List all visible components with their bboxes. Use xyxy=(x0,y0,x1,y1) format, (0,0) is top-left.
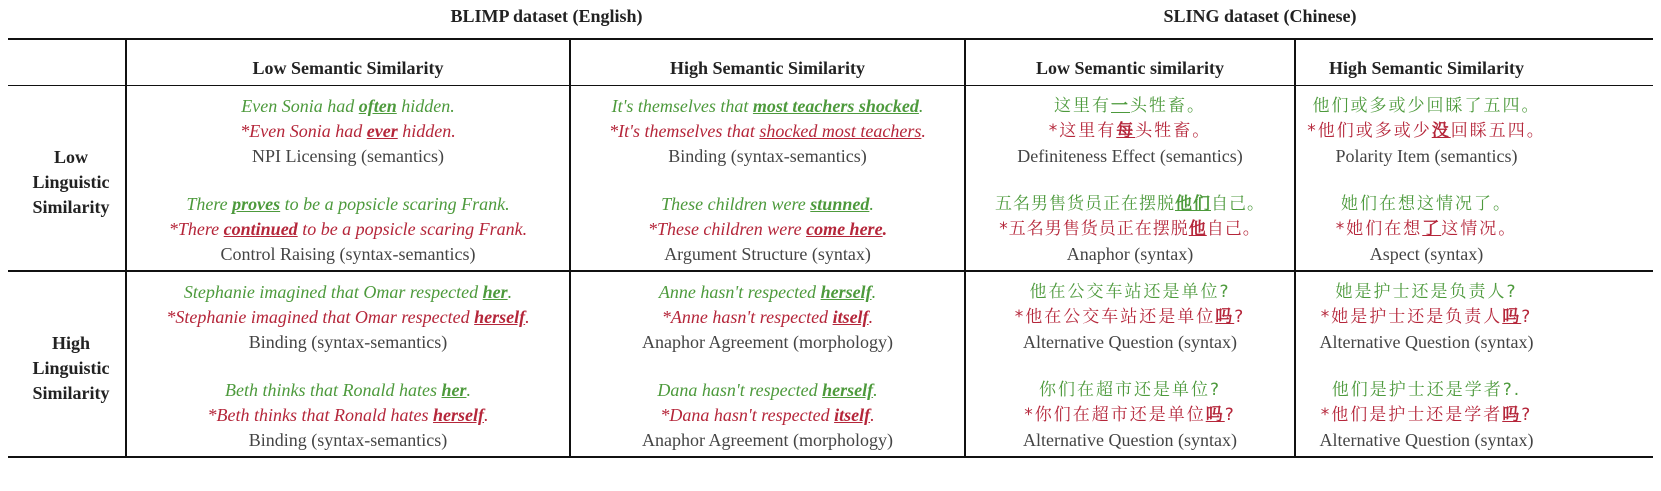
good-sentence xyxy=(966,94,1294,119)
table-cell xyxy=(966,280,1294,453)
phenomenon-label: Aspect (syntax) xyxy=(1369,244,1484,264)
sentence-prefix: Beth thinks that Ronald hates xyxy=(225,380,442,400)
phenomenon-label: Argument Structure (syntax) xyxy=(664,244,871,264)
phenomenon-label: Anaphor (syntax) xyxy=(1066,244,1194,264)
table-cell xyxy=(966,94,1294,267)
key-word: herself xyxy=(820,282,872,302)
phenomenon-label: Control Raising (syntax-semantics) xyxy=(220,244,476,264)
bad-sentence xyxy=(127,403,569,428)
table-cell xyxy=(1296,280,1557,453)
sentence-suffix: . xyxy=(871,282,877,302)
row-label-high-linguistic xyxy=(8,330,134,405)
row-divider-rule xyxy=(8,270,1653,272)
sentence-prefix: *Beth thinks that Ronald hates xyxy=(207,405,433,425)
sentence-suffix: to be a popsicle scaring Frank. xyxy=(297,219,528,239)
good-sentence xyxy=(966,192,1294,217)
sentence-suffix: 这情况。 xyxy=(1441,219,1518,239)
example-pair xyxy=(966,192,1294,267)
sentence-prefix: *Stephanie imagined that Omar respected xyxy=(166,307,475,327)
key-word: 没 xyxy=(1431,121,1451,141)
sentence-suffix: 头牲畜。 xyxy=(1130,96,1206,116)
key-word: 吗 xyxy=(1502,307,1522,327)
phenomenon-label: NPI Licensing (semantics) xyxy=(252,146,444,166)
sentence-prefix: 他在公交车站还是单位? xyxy=(1029,282,1231,302)
table-cell xyxy=(571,94,964,267)
sentence-suffix: . xyxy=(466,380,471,400)
table-cell xyxy=(1296,94,1557,267)
key-word: herself xyxy=(432,405,484,425)
sentence-suffix: 头牲畜。 xyxy=(1135,121,1212,141)
column-header: High Semantic Similarity xyxy=(670,58,865,78)
sentence-suffix: 自己。 xyxy=(1211,194,1265,214)
key-word: 吗 xyxy=(1205,405,1225,425)
example-pair xyxy=(1296,192,1557,267)
good-sentence xyxy=(127,94,569,119)
phenomenon-label: Binding (syntax-semantics) xyxy=(248,430,448,450)
sentence-suffix: hidden. xyxy=(396,96,455,116)
key-word: often xyxy=(358,96,397,116)
sentence-suffix: 自己。 xyxy=(1206,219,1261,239)
good-sentence xyxy=(127,192,569,217)
table-cell xyxy=(127,280,569,453)
key-word: continued xyxy=(223,219,298,239)
key-word: itself xyxy=(832,307,869,327)
sentence-suffix: to be a popsicle scaring Frank. xyxy=(280,194,510,214)
sentence-suffix: . xyxy=(525,307,530,327)
sentence-prefix: 他们或多或少回睬了五四。 xyxy=(1312,96,1541,116)
good-sentence xyxy=(127,280,569,305)
good-sentence xyxy=(1296,94,1557,119)
sentence-prefix: *他们是护士还是学者 xyxy=(1320,405,1503,425)
phenomenon-label: Anaphor Agreement (morphology) xyxy=(642,430,893,450)
column-header: Low Semantic similarity xyxy=(1036,58,1224,78)
sentence-suffix: 回睬五四。 xyxy=(1450,121,1546,141)
bad-sentence xyxy=(571,403,964,428)
sentence-prefix: *These children were xyxy=(647,219,807,239)
sentence-prefix: *Anne hasn't respected xyxy=(661,307,833,327)
phenomenon-label: Alternative Question (syntax) xyxy=(1319,332,1534,352)
blimp-dataset-header: BLIMP dataset (English) xyxy=(450,6,643,26)
bad-sentence xyxy=(127,119,569,144)
example-pair xyxy=(571,94,964,169)
sentence-prefix: *Even Sonia had xyxy=(240,121,367,141)
bad-sentence xyxy=(1296,217,1557,242)
sentence-prefix: 她是护士还是负责人? xyxy=(1335,282,1518,302)
sentence-suffix: . xyxy=(869,194,874,214)
sentence-prefix: *Dana hasn't respected xyxy=(660,405,835,425)
sentence-prefix: *他们或多或少 xyxy=(1307,121,1432,141)
table-cell xyxy=(571,280,964,453)
example-pair xyxy=(1296,378,1557,453)
sentence-prefix: 你们在超市还是单位? xyxy=(1038,380,1222,400)
good-sentence xyxy=(1296,280,1557,305)
bad-sentence xyxy=(966,403,1294,428)
key-word: shocked most teachers xyxy=(759,121,922,141)
row-label-line: Low xyxy=(53,147,88,167)
sentence-suffix: ? xyxy=(1521,405,1533,425)
key-word: 他们 xyxy=(1175,194,1211,214)
good-sentence xyxy=(966,378,1294,403)
table-top-rule xyxy=(8,38,1653,40)
sentence-suffix: ? xyxy=(1234,307,1246,327)
sentence-prefix: 她们在想这情况了。 xyxy=(1341,194,1512,214)
example-pair xyxy=(127,192,569,267)
key-word: 吗 xyxy=(1502,405,1522,425)
sentence-prefix: Stephanie imagined that Omar respected xyxy=(183,282,483,302)
key-word: most teachers shocked xyxy=(752,96,919,116)
good-sentence xyxy=(571,378,964,403)
sentence-suffix: . xyxy=(873,380,878,400)
key-word: stunned xyxy=(810,194,870,214)
bad-sentence xyxy=(966,305,1294,330)
table-bottom-rule xyxy=(8,456,1653,458)
sentence-prefix: There xyxy=(186,194,233,214)
example-pair xyxy=(571,378,964,453)
sentence-suffix: ? xyxy=(1224,405,1236,425)
key-word: ever xyxy=(366,121,398,141)
key-word: 他 xyxy=(1188,219,1207,239)
phenomenon-label: Polarity Item (semantics) xyxy=(1335,146,1518,166)
good-sentence xyxy=(127,378,569,403)
key-word: 了 xyxy=(1422,219,1442,239)
sentence-prefix: *这里有 xyxy=(1048,121,1117,141)
example-pair xyxy=(571,280,964,355)
sentence-prefix: Even Sonia had xyxy=(241,96,359,116)
key-word: proves xyxy=(232,194,281,214)
column-header: High Semantic Similarity xyxy=(1329,58,1524,78)
key-word: 吗 xyxy=(1215,307,1235,327)
sentence-prefix: *五名男售货员正在摆脱 xyxy=(999,219,1189,239)
good-sentence xyxy=(1296,378,1557,403)
sentence-prefix: 他们是护士还是学者?. xyxy=(1331,380,1522,400)
bad-sentence xyxy=(571,305,964,330)
good-sentence xyxy=(571,192,964,217)
key-word: her xyxy=(441,380,467,400)
example-pair xyxy=(966,280,1294,355)
key-word: her xyxy=(482,282,508,302)
sentence-prefix: These children were xyxy=(661,194,811,214)
sentence-suffix: . xyxy=(921,121,926,141)
bad-sentence xyxy=(127,305,569,330)
phenomenon-label: Alternative Question (syntax) xyxy=(1023,430,1237,450)
example-pair xyxy=(127,280,569,355)
example-pair xyxy=(1296,94,1557,169)
sentence-prefix: Dana hasn't respected xyxy=(657,380,823,400)
phenomenon-label: Binding (syntax-semantics) xyxy=(248,332,448,352)
row-label-line: Linguistic xyxy=(32,358,110,378)
sentence-prefix: 这里有 xyxy=(1054,96,1111,116)
bad-sentence xyxy=(1296,119,1557,144)
row-label-low-linguistic xyxy=(8,144,134,219)
sentence-suffix: ? xyxy=(1521,307,1533,327)
sentence-prefix: Anne hasn't respected xyxy=(658,282,821,302)
bad-sentence xyxy=(1296,305,1557,330)
phenomenon-label: Binding (syntax-semantics) xyxy=(668,146,867,166)
bad-sentence xyxy=(966,119,1294,144)
key-word: 每 xyxy=(1116,121,1136,141)
key-word: itself xyxy=(834,405,871,425)
example-pair xyxy=(966,94,1294,169)
key-word: herself xyxy=(822,380,874,400)
example-pair xyxy=(571,192,964,267)
key-word: herself xyxy=(474,307,526,327)
sentence-suffix: . xyxy=(882,219,888,239)
sentence-prefix: *她是护士还是负责人 xyxy=(1320,307,1503,327)
bad-sentence xyxy=(571,217,964,242)
row-label-line: Similarity xyxy=(32,383,110,403)
row-label-line: Linguistic xyxy=(32,172,110,192)
key-word: 一 xyxy=(1111,96,1130,116)
key-word: come here xyxy=(806,219,883,239)
sentence-prefix: It's themselves that xyxy=(611,96,753,116)
phenomenon-label: Anaphor Agreement (morphology) xyxy=(642,332,893,352)
sling-dataset-header: SLING dataset (Chinese) xyxy=(1163,6,1357,26)
table-cell xyxy=(127,94,569,267)
sentence-prefix: *他在公交车站还是单位 xyxy=(1014,307,1216,327)
sentence-suffix: . xyxy=(870,405,875,425)
sentence-prefix: 五名男售货员正在摆脱 xyxy=(995,194,1175,214)
bad-sentence xyxy=(966,217,1294,242)
sentence-suffix: . xyxy=(483,405,489,425)
good-sentence xyxy=(571,280,964,305)
example-pair xyxy=(127,378,569,453)
sentence-prefix: *你们在超市还是单位 xyxy=(1024,405,1206,425)
example-pair xyxy=(1296,280,1557,355)
sentence-prefix: *她们在想 xyxy=(1335,219,1423,239)
phenomenon-label: Alternative Question (syntax) xyxy=(1319,430,1534,450)
bad-sentence xyxy=(1296,403,1557,428)
sentence-prefix: *There xyxy=(168,219,224,239)
sentence-suffix: hidden. xyxy=(397,121,456,141)
good-sentence xyxy=(966,280,1294,305)
example-pair xyxy=(966,378,1294,453)
phenomenon-label: Definiteness Effect (semantics) xyxy=(1017,146,1243,166)
sentence-prefix: *It's themselves that xyxy=(609,121,760,141)
good-sentence xyxy=(1296,192,1557,217)
example-pair xyxy=(127,94,569,169)
row-label-line: High xyxy=(51,333,90,353)
bad-sentence xyxy=(571,119,964,144)
good-sentence xyxy=(571,94,964,119)
row-label-line: Similarity xyxy=(32,197,110,217)
sentence-suffix: . xyxy=(507,282,513,302)
sentence-suffix: . xyxy=(868,307,874,327)
column-header: Low Semantic Similarity xyxy=(252,58,444,78)
phenomenon-label: Alternative Question (syntax) xyxy=(1023,332,1237,352)
sentence-suffix: . xyxy=(918,96,924,116)
bad-sentence xyxy=(127,217,569,242)
header-rule xyxy=(8,85,1653,86)
